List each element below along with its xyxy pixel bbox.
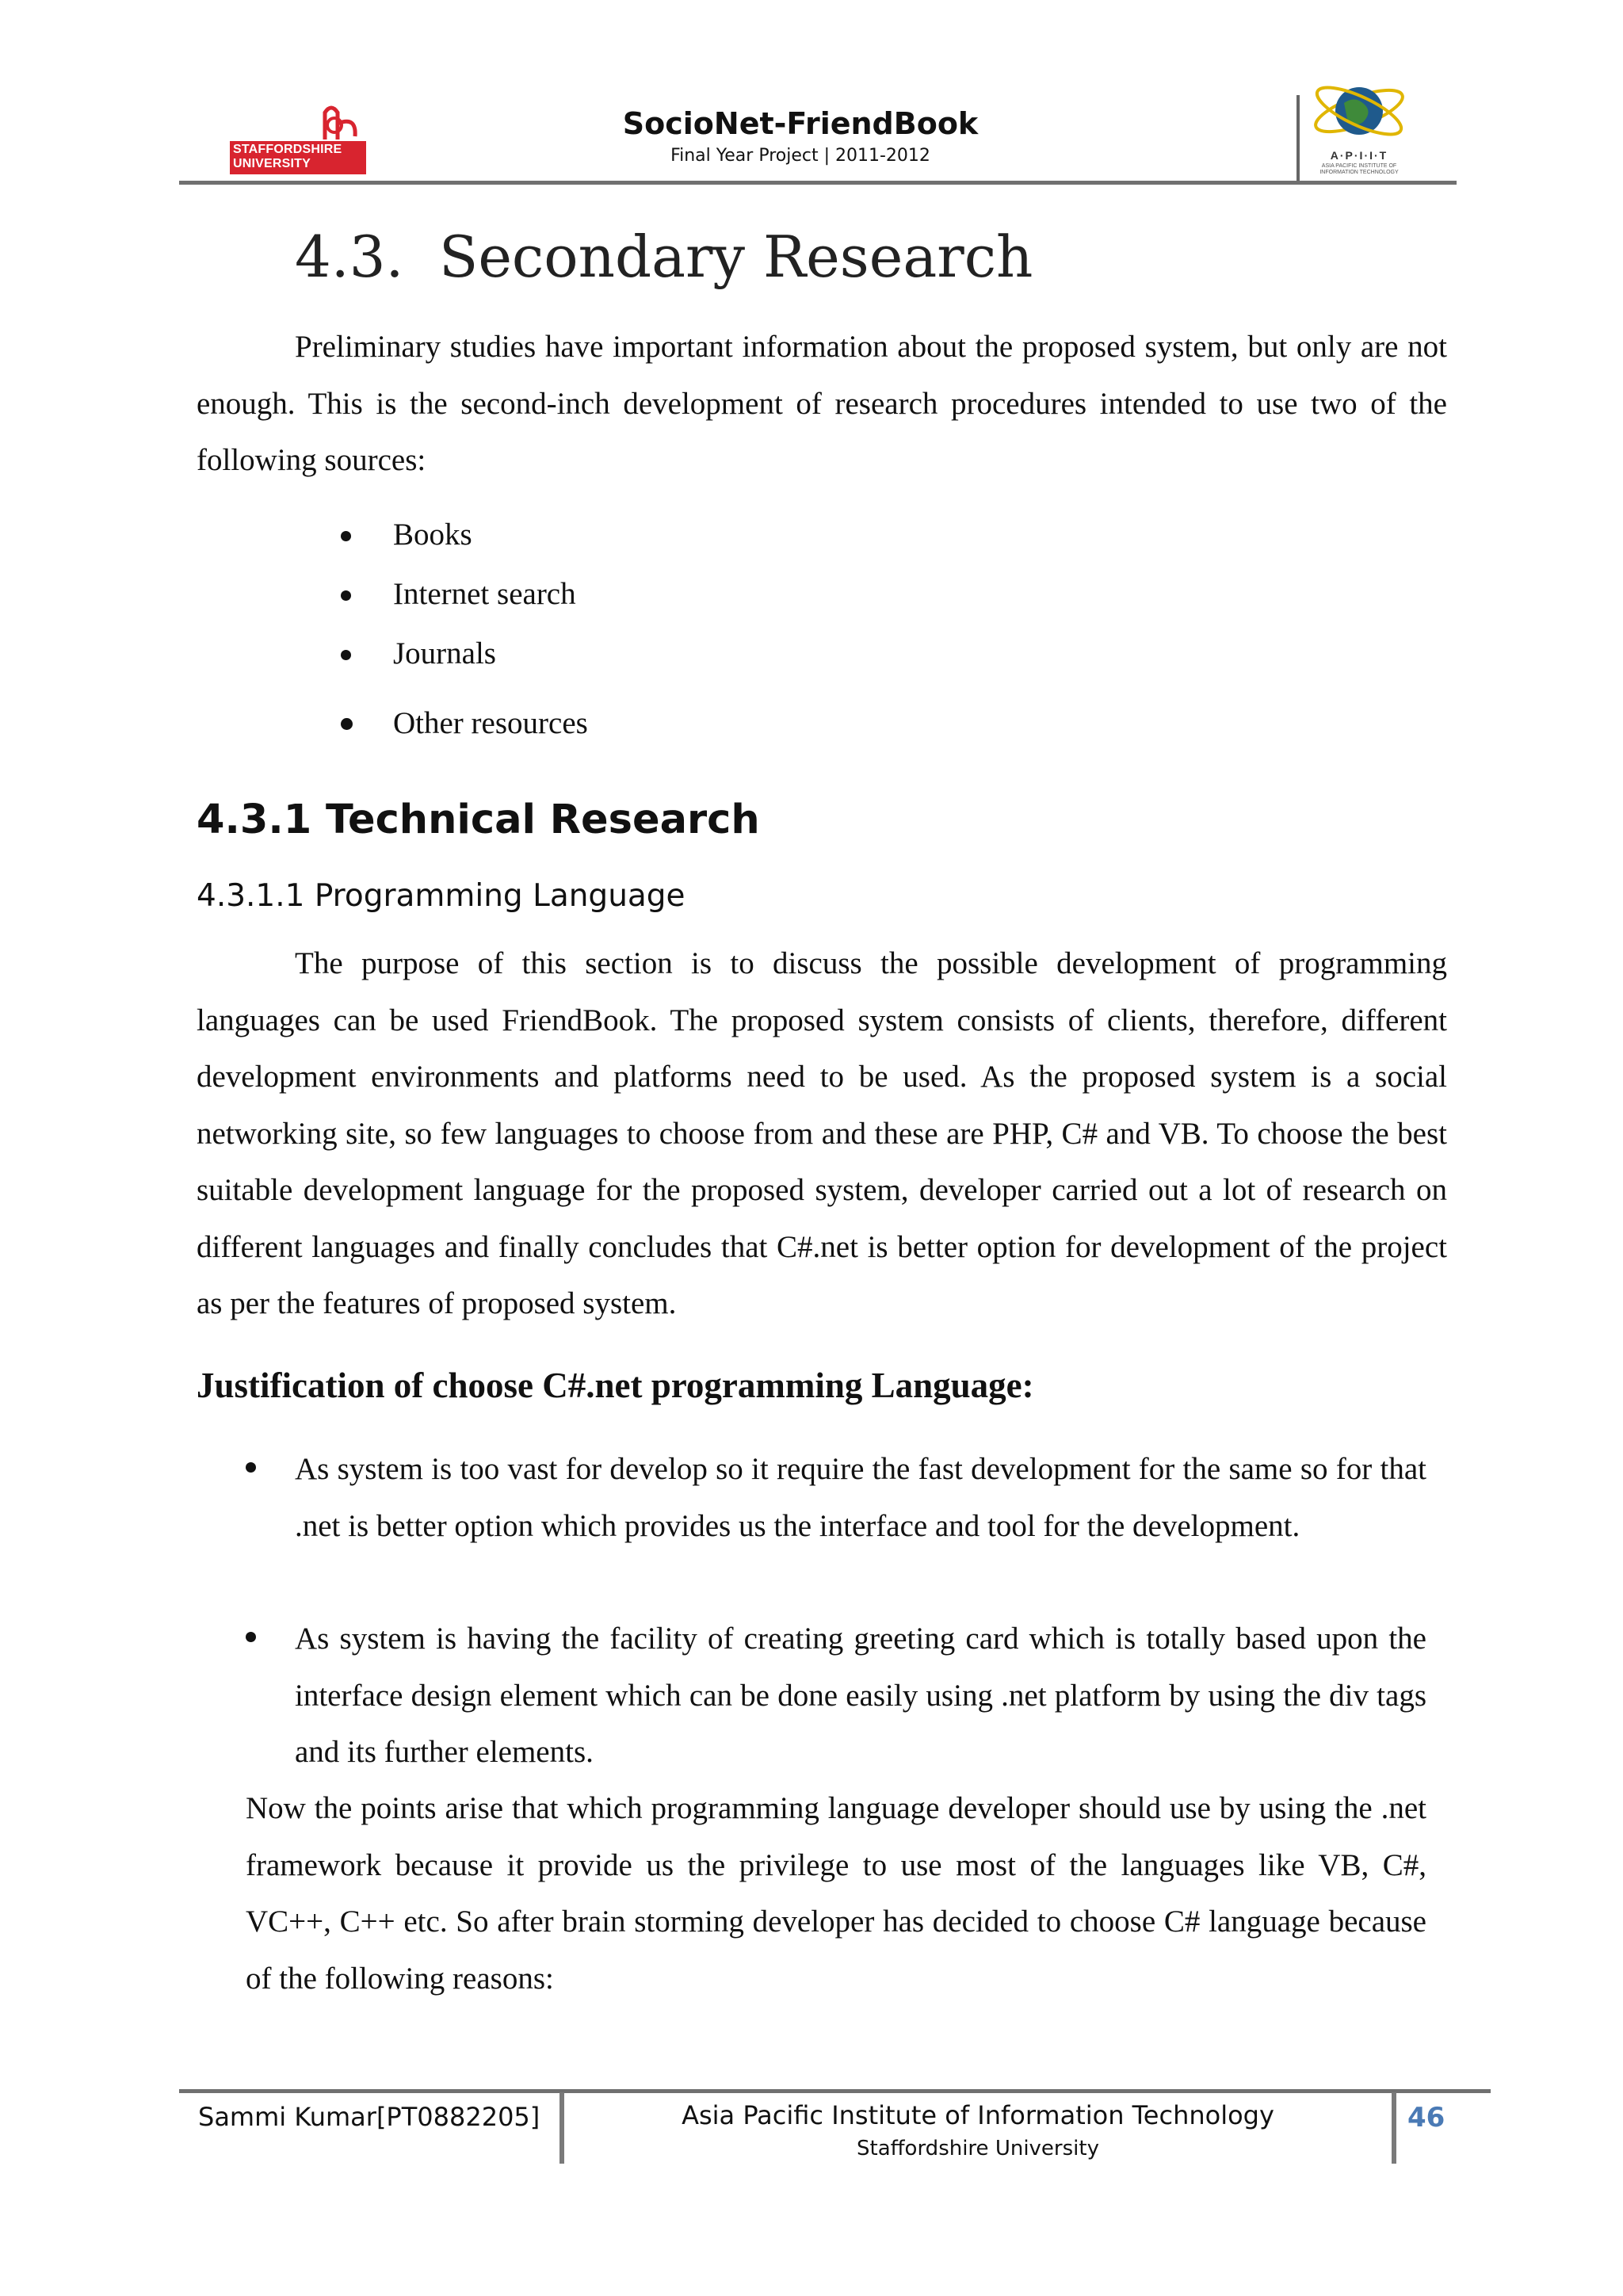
- footer-divider: [1392, 2092, 1396, 2164]
- subsection-heading: 4.3.1 Technical Research: [197, 797, 760, 843]
- header-rule: [179, 181, 1457, 185]
- section-title: Secondary Research: [439, 223, 1033, 290]
- programming-language-paragraph: The purpose of this section is to discuss the possible development of programming languages can be used FriendBook. The proposed system consists of clients, therefore, different development environments and platforms need to be used. As the proposed system is a social networking site, so few languages to choose from and these are PHP, C# and VB. To choose the best suitable development language for the proposed system, developer carried out a lot of research on different languages and finally concludes that C#.net is better option for development of the project as per the features of proposed system.: [197, 946, 1447, 1320]
- bullet-icon: [341, 531, 351, 541]
- bullet-icon: [341, 590, 351, 601]
- justification-heading: Justification of choose C#.net programming Language:: [197, 1366, 1034, 1405]
- bullet-icon: [341, 650, 351, 660]
- footer-author: Sammi Kumar[PT0882205]: [198, 2102, 540, 2132]
- globe-icon: [1308, 73, 1411, 152]
- footer-rule: [179, 2089, 1491, 2093]
- section-number: 4.3.: [295, 223, 404, 290]
- footer-university: Staffordshire University: [857, 2137, 1099, 2160]
- apiit-logo-subtext: ASIA PACIFIC INSTITUTE OF INFORMATION TECHNOLOGY: [1319, 163, 1399, 175]
- document-title: SocioNet-FriendBook: [622, 106, 979, 141]
- subsubsection-heading: 4.3.1.1 Programming Language: [197, 878, 685, 914]
- section-heading: [295, 223, 1033, 290]
- header-divider: [1296, 95, 1300, 182]
- bullet-icon: [246, 1632, 256, 1642]
- conclusion-paragraph: Now the points arise that which programming language developer should use by using the .net framework because it provide us the privilege to use most of the languages like VB, C#, VC++, C++ etc. So after brain storming developer has decided to choose C# language because of the following reasons:: [246, 1791, 1426, 1996]
- list-item-text: As system is too vast for develop so it require the fast development for the same so for that .net is better option which provides us the interface and tool for the development.: [295, 1452, 1426, 1543]
- bullet-icon: [246, 1462, 256, 1473]
- page-number: 46: [1407, 2102, 1445, 2134]
- logo-text: STAFFORDSHIRE UNIVERSITY: [233, 143, 342, 170]
- staffordshire-logo: [230, 101, 366, 174]
- bullet-icon: [341, 718, 353, 730]
- document-subtitle: Final Year Project | 2011-2012: [670, 146, 930, 166]
- list-item-text: As system is having the facility of creating greeting card which is totally based upon the interface design element which can be done easily using .net platform by using the div tags and its further elements.: [295, 1622, 1426, 1769]
- apiit-logo-text: A·P·I·I·T: [1330, 149, 1388, 162]
- intro-paragraph: Preliminary studies have important information about the proposed system, but only are not enough. This is the second-inch development of research procedures intended to use two of the following sources:: [197, 330, 1447, 477]
- footer-institute: Asia Pacific Institute of Information Technology: [682, 2100, 1274, 2130]
